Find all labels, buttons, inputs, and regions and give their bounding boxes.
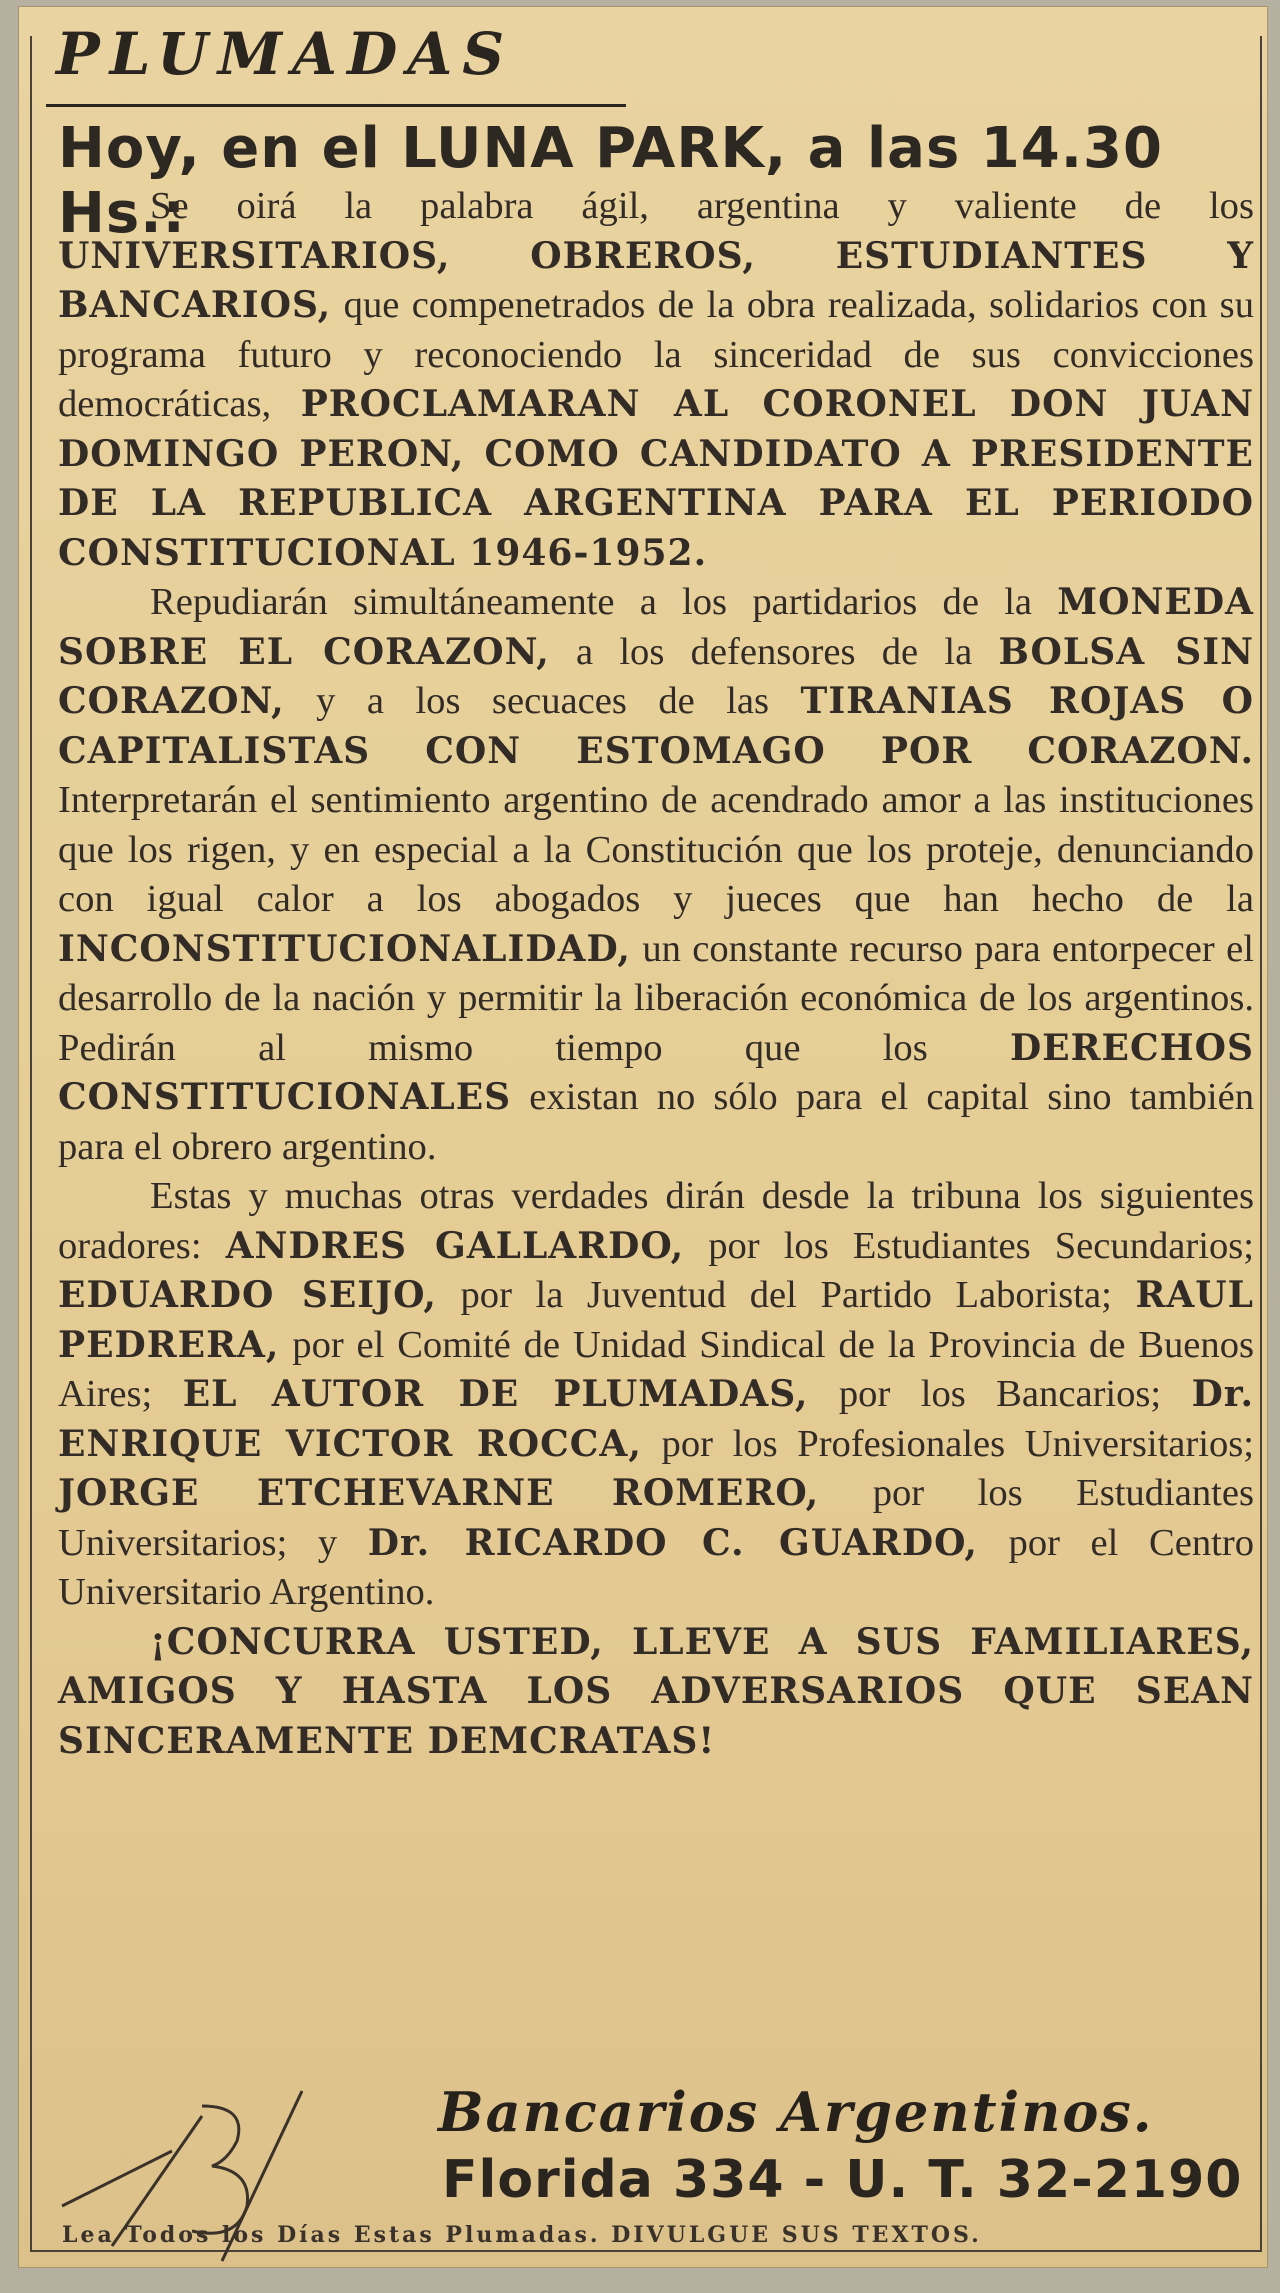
paragraph-3: Estas y muchas otras verdades dirán desde la tribuna los siguientes oradores: ANDRES GALLARDO, por los Estudiantes Secundarios; EDUARDO SEIJO, por la Juventud del Partido Laborista; RAUL PEDRERA, por el Comité de Unidad Sindical de la Provincia de Buenos Aires; EL AUTOR DE PLUMADAS, por los Bancarios; Dr. ENRIQUE VICTOR ROCCA, por los Profesionales Universitarios; JORGE ETCHEVARNE ROMERO, por los Estudiantes Universitarios; y Dr. RICARDO C. GUARDO, por el Centro Universitario Argentino. xyxy=(58,1175,1255,1613)
masthead-underline xyxy=(46,104,626,107)
footer-note: Lea Todos los Días Estas Plumadas. DIVULGUE SUS TEXTOS. xyxy=(62,2222,982,2248)
address-phone: Florida 334 - U. T. 32-2190 xyxy=(442,2150,1243,2210)
emphasized-text: EL AUTOR DE PLUMADAS, xyxy=(182,1373,809,1415)
emphasized-text: ¡CONCURRA USTED, LLEVE A SUS FAMILIARES, AMIGOS Y HASTA LOS ADVERSARIOS QUE SEAN SINCERAMENTE DEMCRATAS! xyxy=(58,1620,1254,1762)
emphasized-text: PROCLAMARAN AL CORONEL DON JUAN DOMINGO PERON, COMO CANDIDATO A PRESIDENTE DE LA REPUBLICA ARGENTINA PARA EL PERIODO CONSTITUCIONAL 1946-1952. xyxy=(58,383,1254,574)
emphasized-text: EDUARDO SEIJO, xyxy=(58,1274,437,1316)
emphasized-text: ANDRES GALLARDO, xyxy=(225,1224,685,1267)
emphasized-text: INCONSTITUCIONALIDAD, xyxy=(58,927,631,970)
paragraph-1: Se oirá la palabra ágil, argentina y valiente de los UNIVERSITARIOS, OBREROS, ESTUDIANTES Y BANCARIOS, que compenetrados de la obra realizada, solidarios con su programa futuro y reconociendo la sinceridad de sus convicciones democráticas, PROCLAMARAN AL CORONEL DON JUAN DOMINGO PERON, COMO CANDIDATO A PRESIDENTE DE LA REPUBLICA ARGENTINA PARA EL PERIODO CONSTITUCIONAL 1946-1952. xyxy=(58,185,1254,574)
newspaper-clipping xyxy=(18,6,1268,2268)
paragraph-2: Repudiarán simultáneamente a los partidarios de la MONEDA SOBRE EL CORAZON, a los defensores de la BOLSA SIN CORAZON, y a los secuaces de las TIRANIAS ROJAS O CAPITALISTAS CON ESTOMAGO POR CORAZON. Interpretarán el sentimiento argentino de acendrado amor a las instituciones que los rigen, y en especial a la Constitución que los proteje, denunciando con igual calor a los abogados y jueces que han hecho de la INCONSTITUCIONALIDAD, un constante recurso para entorpecer el desarrollo de la nación y permitir la liberación económica de los argentinos. Pedirán al mismo tiempo que los DERECHOS CONSTITUCIONALES existan no sólo para el capital sino también para el obrero argentino. xyxy=(58,581,1255,1168)
right-border-rule xyxy=(1260,36,1262,2251)
emphasized-text: Dr. RICARDO C. GUARDO, xyxy=(367,1521,978,1564)
masthead-title: PLUMADAS xyxy=(56,20,515,88)
headline: Hoy, en el LUNA PARK, a las 14.30 Hs.: xyxy=(58,116,1163,246)
emphasized-text: Dr. ENRIQUE VICTOR ROCCA, xyxy=(58,1373,1254,1465)
emphasized-text: TIRANIAS ROJAS O CAPITALISTAS CON ESTOMAGO POR CORAZON. xyxy=(58,680,1254,772)
left-border-rule xyxy=(30,36,32,2251)
emphasized-text: DERECHOS CONSTITUCIONALES xyxy=(58,1026,1254,1118)
emphasized-text: JORGE ETCHEVARNE ROMERO, xyxy=(58,1472,820,1514)
paragraph-4 xyxy=(58,1618,1254,1767)
emphasized-text: UNIVERSITARIOS, OBREROS, ESTUDIANTES Y BANCARIOS, xyxy=(58,234,1254,326)
signature-bancarios: Bancarios Argentinos. xyxy=(438,2080,1154,2144)
emphasized-text: RAUL PEDRERA, xyxy=(58,1274,1254,1366)
article-body xyxy=(58,182,1254,1766)
emphasized-text: BOLSA SIN CORAZON, xyxy=(58,630,1255,722)
emphasized-text: MONEDA SOBRE EL CORAZON, xyxy=(58,581,1254,673)
